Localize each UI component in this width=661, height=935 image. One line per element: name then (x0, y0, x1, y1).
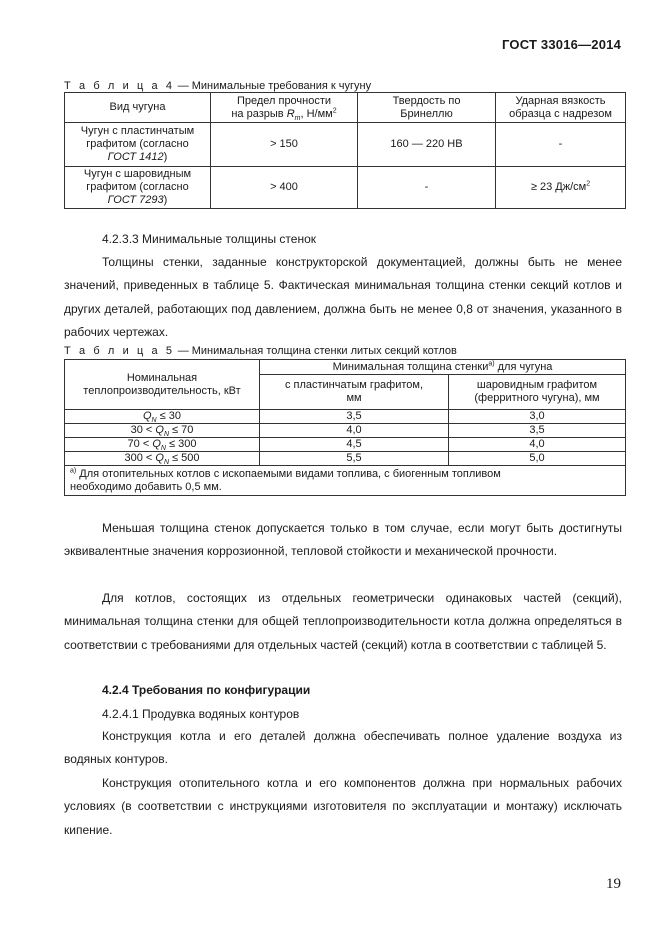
table4-header-strength: Предел прочности на разрыв $R_m$, $Н/мм^2$ (211, 93, 358, 123)
paragraph-sectional-boilers: Для котлов, состоящих из отдельных геометрически одинаковых частей (секций), минимальная толщина стенки для общей теплопроизводительности котла должна определяться в соответствии с требованиями для отдельных частей (секций) котла в соответствии с таблицей 5. (64, 591, 622, 652)
table-row (65, 452, 626, 466)
table4-cell-strength: > 150 (211, 123, 358, 167)
table5-cell-spheroidal: 3,0 (449, 410, 626, 424)
table4-caption-label: Т а б л и ц а 4 (64, 80, 175, 92)
table4-cell-hardness: - (358, 167, 496, 209)
table4-cell-type: Чугун с пластинчатым графитом (согласно ГОСТ 1412) (65, 123, 211, 167)
section-title-424: 4.2.4 Требования по конфигурации (102, 683, 311, 697)
table4-header-type: Вид чугуна (65, 93, 211, 123)
table4 (64, 92, 626, 209)
table5-header-group: Минимальная толщина стенки$^{а)}$ для чугуна (260, 360, 626, 375)
table5-cell-spheroidal: 3,5 (449, 424, 626, 438)
table5-cell-power: $Q_N \le 30$ (65, 410, 260, 424)
table5-cell-power: $30 < Q_N \le 70$ (65, 424, 260, 438)
table5-cell-lamellar: 5,5 (260, 452, 449, 466)
section-title-4233: 4.2.3.3 Минимальные толщины стенок (102, 232, 317, 246)
table5-header-spheroidal: шаровидным графитом (ферритного чугуна), мм (449, 375, 626, 410)
table5-footnote-row (65, 466, 626, 496)
table5-header-lamellar: с пластинчатым графитом, мм (260, 375, 449, 410)
table5-header-row (65, 360, 626, 375)
paragraph-wall-thickness: Толщины стенки, заданные конструкторской документацией, должны быть не менее значений, приведенных в таблице 5. Фактическая минимальная толщина стенки секций котлов и других деталей, работающих под давлением, должна быть не менее 0,8 от значения, указанного в рабочих чертежах. (64, 255, 622, 339)
table5-cell-spheroidal: 5,0 (449, 452, 626, 466)
paragraph-air-removal: Конструкция котла и его деталей должна обеспечивать полное удаление воздуха из водяных контуров. (64, 729, 622, 767)
table4-cell-impact: - (496, 123, 626, 167)
paragraph-lesser-thickness: Меньшая толщина стенок допускается только в том случае, если могут быть достигнуты эквивалентные значения коррозионной, тепловой стойкости и механической прочности. (64, 521, 622, 559)
table5-caption (64, 345, 457, 357)
table-row (65, 410, 626, 424)
table5-cell-lamellar: 4,0 (260, 424, 449, 438)
table5-cell-lamellar: 4,5 (260, 438, 449, 452)
table4-cell-strength: > 400 (211, 167, 358, 209)
table4-header-hardness: Твердость по Бринеллю (358, 93, 496, 123)
document-code: ГОСТ 33016—2014 (502, 37, 621, 52)
table-row (65, 123, 626, 167)
table4-caption (64, 80, 371, 92)
table4-cell-hardness: 160 — 220 НВ (358, 123, 496, 167)
table4-cell-impact: ≥ 23 $Дж/см^2$ (496, 167, 626, 209)
table-row (65, 438, 626, 452)
table5-caption-label: Т а б л и ц а 5 (64, 345, 175, 357)
page-number: 19 (606, 876, 621, 892)
table5-header-power: Номинальная теплопроизводительность, кВт (65, 360, 260, 410)
table4-header-impact: Ударная вязкость образца с надрезом (496, 93, 626, 123)
table4-cell-type: Чугун с шаровидным графитом (согласно ГОСТ 7293) (65, 167, 211, 209)
footnote-mark: а) (70, 466, 77, 474)
table4-caption-text: — Минимальные требования к чугуну (174, 80, 372, 92)
section-title-4241: 4.2.4.1 Продувка водяных контуров (102, 707, 300, 721)
table5-cell-power: $300 < Q_N \le 500$ (65, 452, 260, 466)
paragraph-no-boiling: Конструкция отопительного котла и его компонентов должна при нормальных рабочих условиях (в соответствии с инструкциями изготовителя по эксплуатации и монтажу) исключать кипение. (64, 776, 622, 837)
table-row (65, 167, 626, 209)
table-row (65, 424, 626, 438)
table4-header-row (65, 93, 626, 123)
table5-cell-lamellar: 3,5 (260, 410, 449, 424)
table5-cell-power: $70 < Q_N \le 300$ (65, 438, 260, 452)
table5 (64, 359, 626, 496)
table5-footnote: $^{а)}$ Для отопительных котлов с ископаемыми видами топлива, с биогенным топливом необходимо добавить 0,5 мм. (65, 466, 626, 496)
table5-caption-text: — Минимальная толщина стенки литых секций котлов (174, 345, 457, 357)
table5-cell-spheroidal: 4,0 (449, 438, 626, 452)
